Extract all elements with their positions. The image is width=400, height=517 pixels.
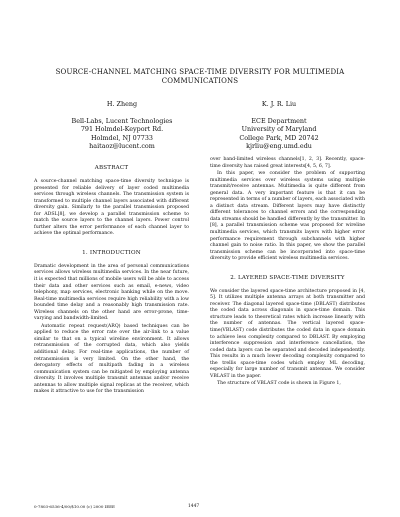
affiliation-line: Bell-Labs, Lucent Technologies — [71, 116, 173, 125]
section-2-heading: 2. LAYERED SPACE-TIME DIVERSITY — [230, 274, 345, 281]
affiliation-line: College Park, MD 20742 — [239, 133, 319, 142]
author-block-1 — [47, 100, 197, 151]
body-paragraph: We consider the layered space-time architecture proposed in [4, 5]. It utilizes multiple antenna arrays at both transmitter and receiver. The diagonal layered space-time (DBLAST) distributes the coded data across diagonals in space-time domain. This structure leads to theoretical rates which increase linearly with the number of antennas. The vertical layered space-time(VBLAST) code distributes the coded data in space domain to achieve less complexity compared to DBLAST. By employing interference suppression and interference cancellation, the coded data layers can be separated and decoded independently. This results in a much lower decoding complexity compared to the trellis space-time codes which employ ML decoding, especially for large number of transmit antennas. We consider VBLAST in the paper. — [210, 288, 365, 379]
paper-title: SOURCE-CHANNEL MATCHING SPACE-TIME DIVERSITY FOR MULTIMEDIA COMMUNICATIONS — [55, 68, 345, 85]
affiliation-line: University of Maryland — [241, 125, 317, 134]
page-number: 1447 — [188, 504, 200, 509]
abstract-text: A source-channel matching space-time diversity technique is presented for reliable delivery of layer coded multimedia services through wireless channels. The transmission system is transformed to multiple channel layers associated with different diversity gain. Similarly to the parallel transmission proposed for ADSL[8], we develop a parallel transmission scheme to match the source layers to the channel layers. Power control further alters the error performance of each channel layer to achieve the optimal performance. — [34, 179, 189, 237]
right-column — [210, 157, 365, 389]
left-column — [34, 160, 189, 397]
affiliation-line: 791 Holmdel-Keyport Rd. — [80, 125, 164, 134]
author-email: kjrliu@eng.umd.edu — [246, 142, 312, 151]
body-paragraph: Automatic repeat request(ARQ) based techniques can be applied to reduce the error rate over the air-link to a value similar to that on a typical wireline environment. It allows retransmission of the corrupted data, which also yields additional delay. For real-time applications, the number of retransmission is very limited. On the other hand, the derogatory effects of multipath fading in a wireless communication system can be mitigated by employing antenna diversity. It involves multiple transmit antennas and/or receive antennas to allow multiple signal replicas at the receiver, which makes it attractive to use for the transmission — [34, 323, 189, 395]
author-name: K. J. R. Liu — [261, 100, 297, 108]
abstract-heading: ABSTRACT — [94, 165, 129, 171]
author-name: H. Zheng — [106, 100, 138, 108]
body-paragraph: over band-limited wireless channels[1, 2, 3]. Recently, space-time diversity has raised great interests[4, 5, 6, 7]. — [210, 157, 365, 169]
body-paragraph: Dramatic development in the area of personal communications services allows wireless multimedia services. In the near future, it is expected that millions of mobile users will be able to access their data and other services such as email, e-news, video telephony, map services, electronic banking while on the move. Real-time multimedia services require high reliability with a low bounded time delay and a reasonably high transmission rate. Wireless channels on the other hand are error-prone, time-varying and bandwidth-limited. — [34, 263, 189, 322]
body-paragraph: In this paper, we consider the problem of supporting multimedia services over wireless systems using multiple transmit/receive antennas. Multimedia is quite different from general data. A very important feature is that it can be represented in terms of a number of layers, each associated with a distinct data stream. Different layers may have distinctly different tolerances to channel errors and the corresponding data streams should be handled differently by the transmitter. In [8], a parallel transmission scheme was proposed for wireline multimedia services, which transmits layers with higher error performance requirement through subchannels with higher channel gain to noise ratio. In this paper, we show the parallel transmission scheme can be incorporated into space-time diversity to provide efficient wireless multimedia services. — [210, 171, 365, 262]
body-paragraph: The structure of VBLAST code is shown in Figure 1, — [217, 381, 341, 387]
affiliation-line: ECE Department — [251, 116, 307, 125]
affiliation-line: Holmdel, NJ 07733 — [90, 133, 154, 142]
introduction-heading: 1. INTRODUCTION — [82, 249, 141, 256]
author-block-2 — [204, 100, 354, 151]
copyright-notice: 0-7803-6536-4/00/$10.00 (c) 2000 IEEE — [34, 504, 115, 509]
author-email: haitaoz@lucent.com — [89, 142, 155, 151]
